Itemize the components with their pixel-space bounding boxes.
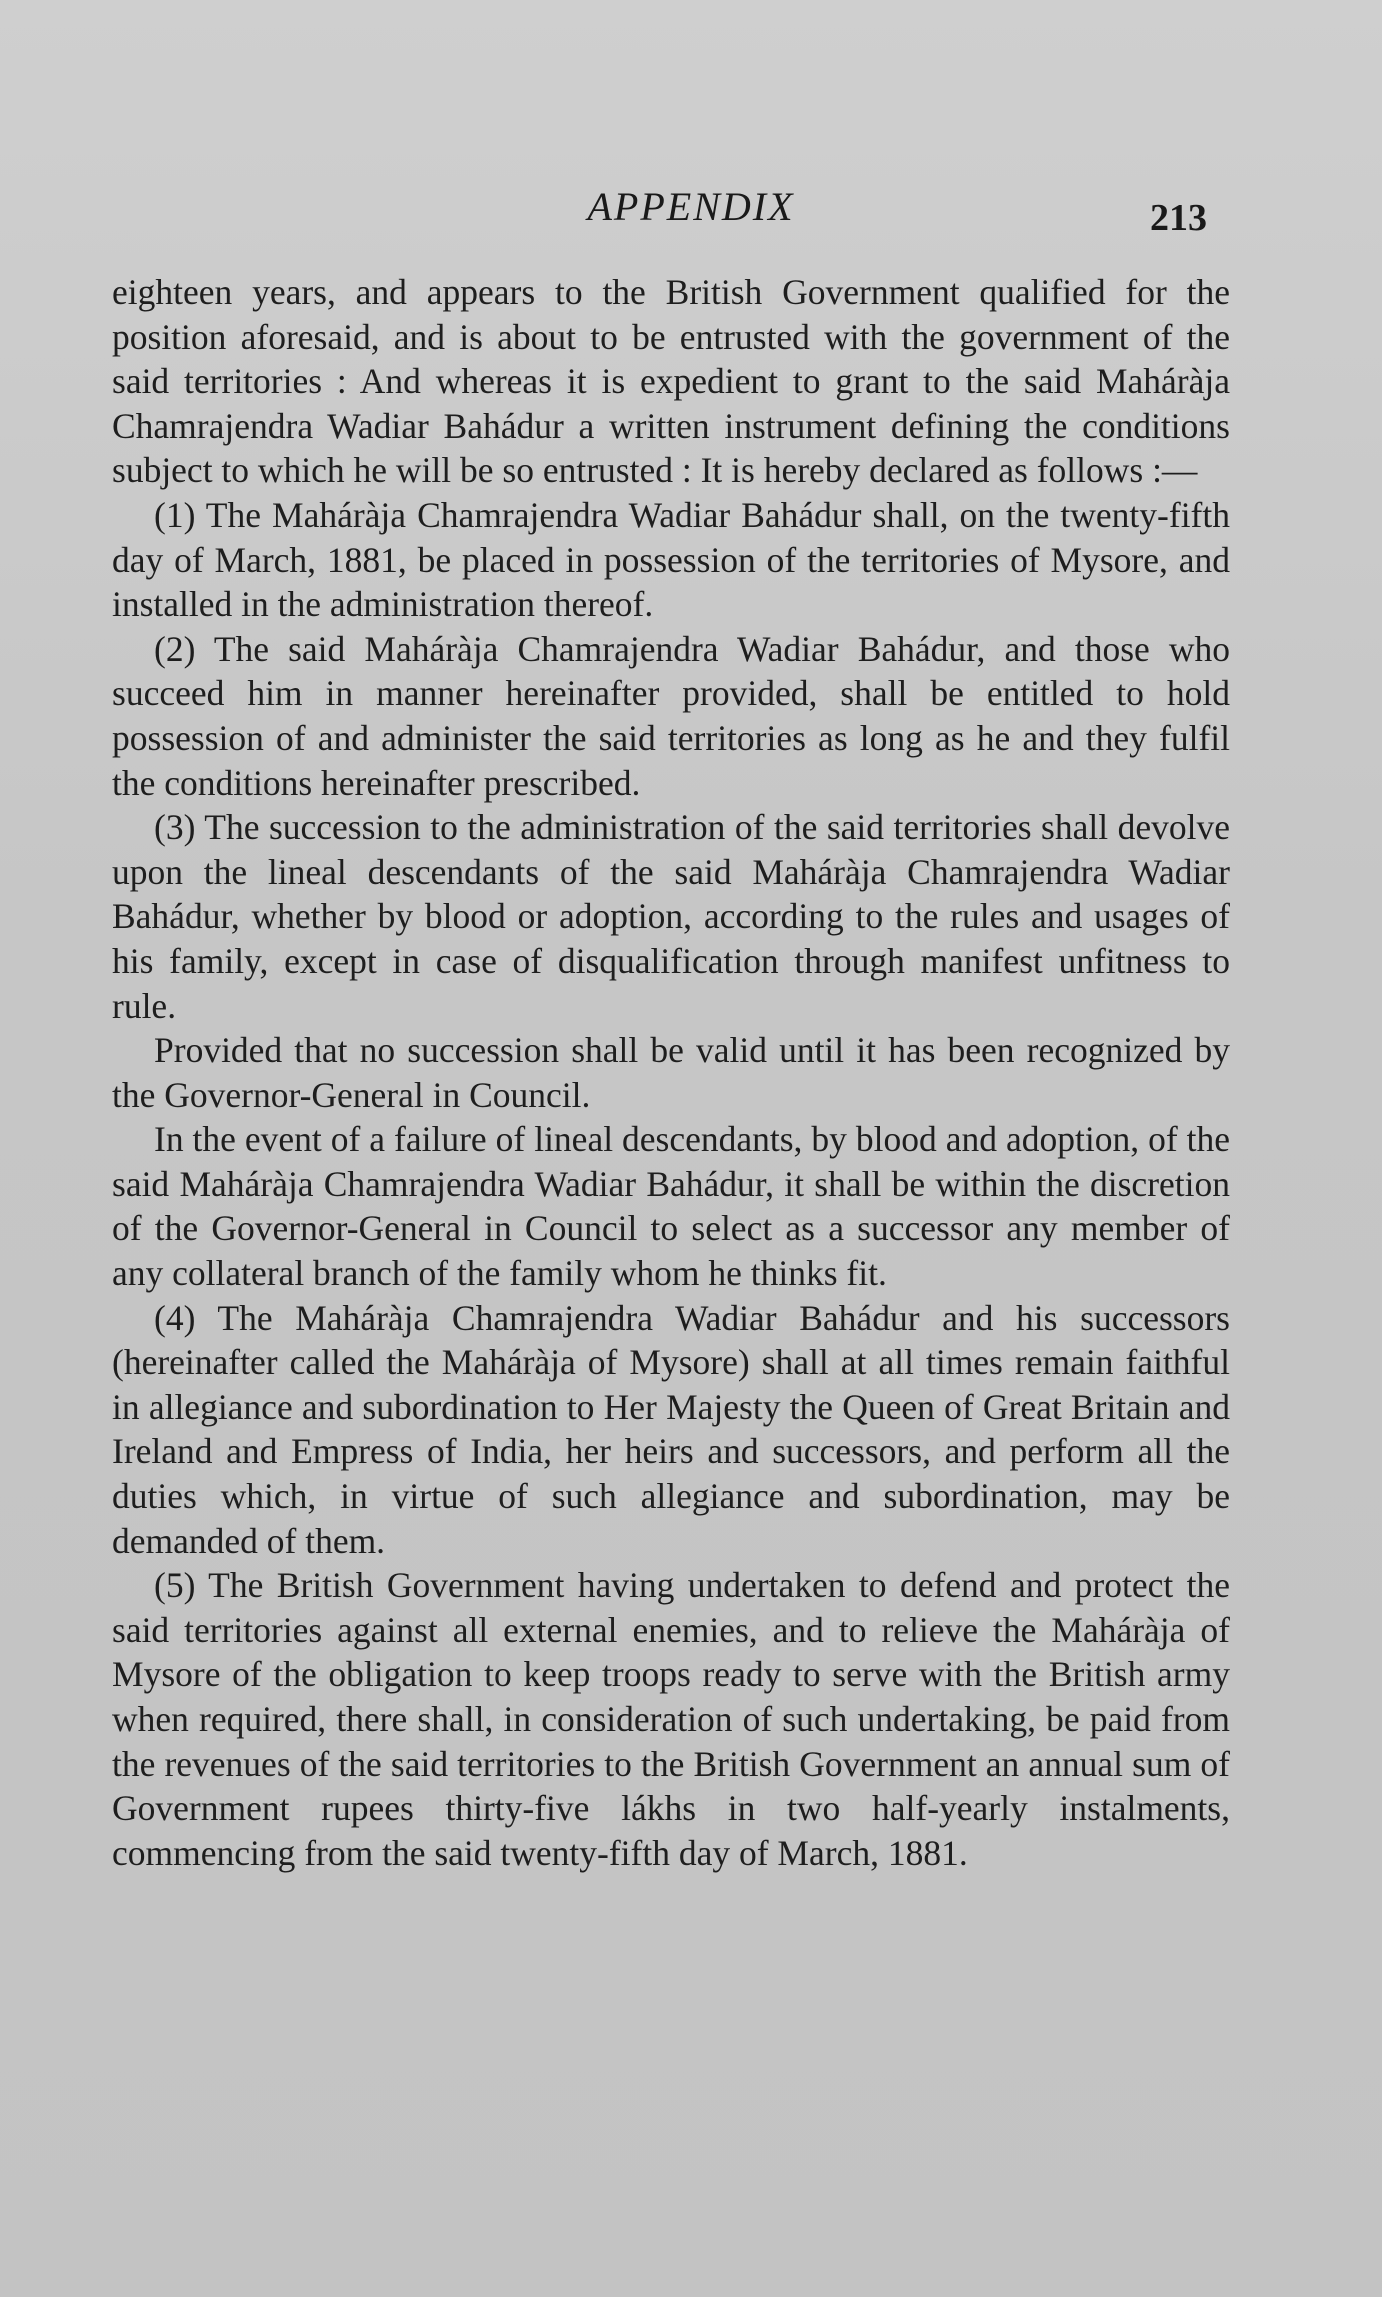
page-number: 213 — [1150, 197, 1207, 239]
paragraph-clause-2: (2) The said Maháràja Chamrajendra Wadiar Bahádur, and those who succeed him in manner hereinafter provided, shall be entitled to hold possession of and administer the said territories as long as he and they fulfil the conditions hereinafter prescribed. — [112, 628, 1230, 803]
paragraph-clause-5: (5) The British Government having undertaken to defend and protect the said territories against all external enemies, and to relieve the Maháràja of Mysore of the obligation to keep troops ready to serve with the British army when required, there shall, in consideration of such undertaking, be paid from the revenues of the said territories to the British Government an annual sum of Government rupees thirty-five lákhs in two half-yearly instalments, commencing from the said twenty-fifth day of March, 1881. — [112, 1565, 1230, 1873]
running-head: APPENDIX — [587, 184, 795, 229]
paragraph-clause-1: (1) The Maháràja Chamrajendra Wadiar Bahádur shall, on the twenty-fifth day of March, 1881, be placed in possession of the territories of Mysore, and installed in the administration thereof. — [112, 494, 1230, 625]
paragraph-clause-3: (3) The succession to the administration of the said territories shall devolve upon the lineal descendants of the said Maháràja Chamrajendra Wadiar Bahádur, whether by blood or adoption, according to the rules and usages of his family, except in case of disqualification through manifest unfitness to rule. — [112, 807, 1230, 1026]
paragraph-proviso: Provided that no succession shall be valid until it has been recognized by the Governor-General in Council. — [112, 1030, 1230, 1115]
body-text — [112, 270, 1230, 1875]
paragraph-clause-4: (4) The Maháràja Chamrajendra Wadiar Bahádur and his successors (hereinafter called the Maháràja of Mysore) shall at all times remain faithful in allegiance and subordination to Her Majesty the Queen of Great Britain and Ireland and Empress of India, her heirs and successors, and perform all the duties which, in virtue of such allegiance and subordination, may be demanded of them. — [112, 1297, 1230, 1561]
paragraph-failure-of-descendants: In the event of a failure of lineal descendants, by blood and adoption, of the said Maháràja Chamrajendra Wadiar Bahádur, it shall be within the discretion of the Governor-General in Council to select as a successor any member of any collateral branch of the family whom he thinks fit. — [112, 1119, 1230, 1294]
paragraph-continuation: eighteen years, and appears to the British Government qualified for the position aforesaid, and is about to be entrusted with the government of the said territories : And whereas it is expedient to grant to the said Maháràja Chamrajendra Wadiar Bahádur a written instrument defining the conditions subject to which he will be so entrusted : It is hereby declared as follows :— — [112, 272, 1230, 491]
